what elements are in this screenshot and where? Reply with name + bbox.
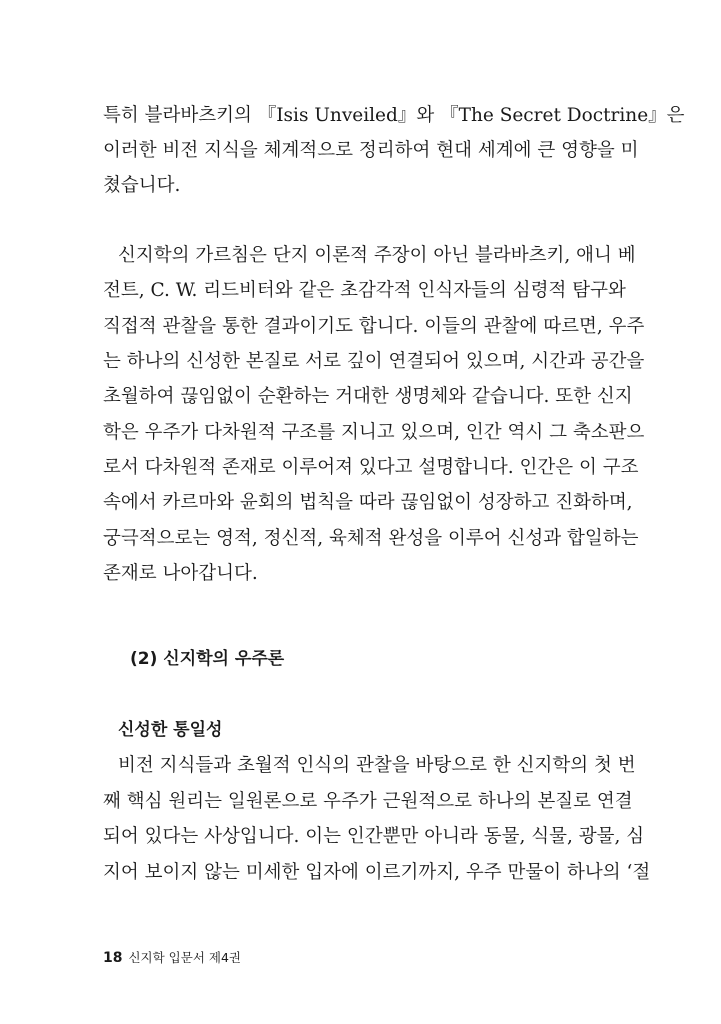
page-footer xyxy=(103,948,241,966)
body-line: 로서 다차원적 존재로 이루어져 있다고 설명합니다. 인간은 이 구조 xyxy=(103,457,639,478)
body-line: 존재로 나아갑니다. xyxy=(103,563,258,584)
body-line: 궁극적으로는 영적, 정신적, 육체적 완성을 이루어 신성과 합일하는 xyxy=(103,528,639,549)
book-title: 신지학 입문서 제4권 xyxy=(128,950,241,965)
body-line: 째 핵심 원리는 일원론으로 우주가 근원적으로 하나의 본질로 연결 xyxy=(103,791,633,812)
body-line: 지어 보이지 않는 미세한 입자에 이르기까지, 우주 만물이 하나의 ‘절 xyxy=(103,862,651,883)
section-heading: (2) 신지학의 우주론 xyxy=(130,649,285,669)
body-line: 특히 블라바츠키의 『Isis Unveiled』와 『The Secret Doctrine』은 xyxy=(103,105,685,126)
body-line: 신지학의 가르침은 단지 이론적 주장이 아닌 블라바츠키, 애니 베 xyxy=(118,245,636,266)
body-line: 쳤습니다. xyxy=(103,175,181,196)
body-line: 속에서 카르마와 윤회의 법칙을 따라 끊임없이 성장하고 진화하며, xyxy=(103,492,633,513)
subheading: 신성한 통일성 xyxy=(118,720,223,740)
body-line: 전트, C. W. 리드비터와 같은 초감각적 인식자들의 심령적 탐구와 xyxy=(103,280,626,301)
body-line: 는 하나의 신성한 본질로 서로 깊이 연결되어 있으며, 시간과 공간을 xyxy=(103,351,645,372)
page-number: 18 xyxy=(103,950,123,966)
body-line: 되어 있다는 사상입니다. 이는 인간뿐만 아니라 동물, 식물, 광물, 심 xyxy=(103,826,645,847)
body-line: 초월하여 끊임없이 순환하는 거대한 생명체와 같습니다. 또한 신지 xyxy=(103,386,633,407)
body-line: 비전 지식들과 초월적 인식의 관찰을 바탕으로 한 신지학의 첫 번 xyxy=(118,755,636,776)
body-line: 학은 우주가 다차원적 구조를 지니고 있으며, 인간 역시 그 축소판으 xyxy=(103,422,645,443)
body-line: 이러한 비전 지식을 체계적으로 정리하여 현대 세계에 큰 영향을 미 xyxy=(103,140,639,161)
body-line: 직접적 관찰을 통한 결과이기도 합니다. 이들의 관찰에 따르면, 우주 xyxy=(103,316,645,337)
